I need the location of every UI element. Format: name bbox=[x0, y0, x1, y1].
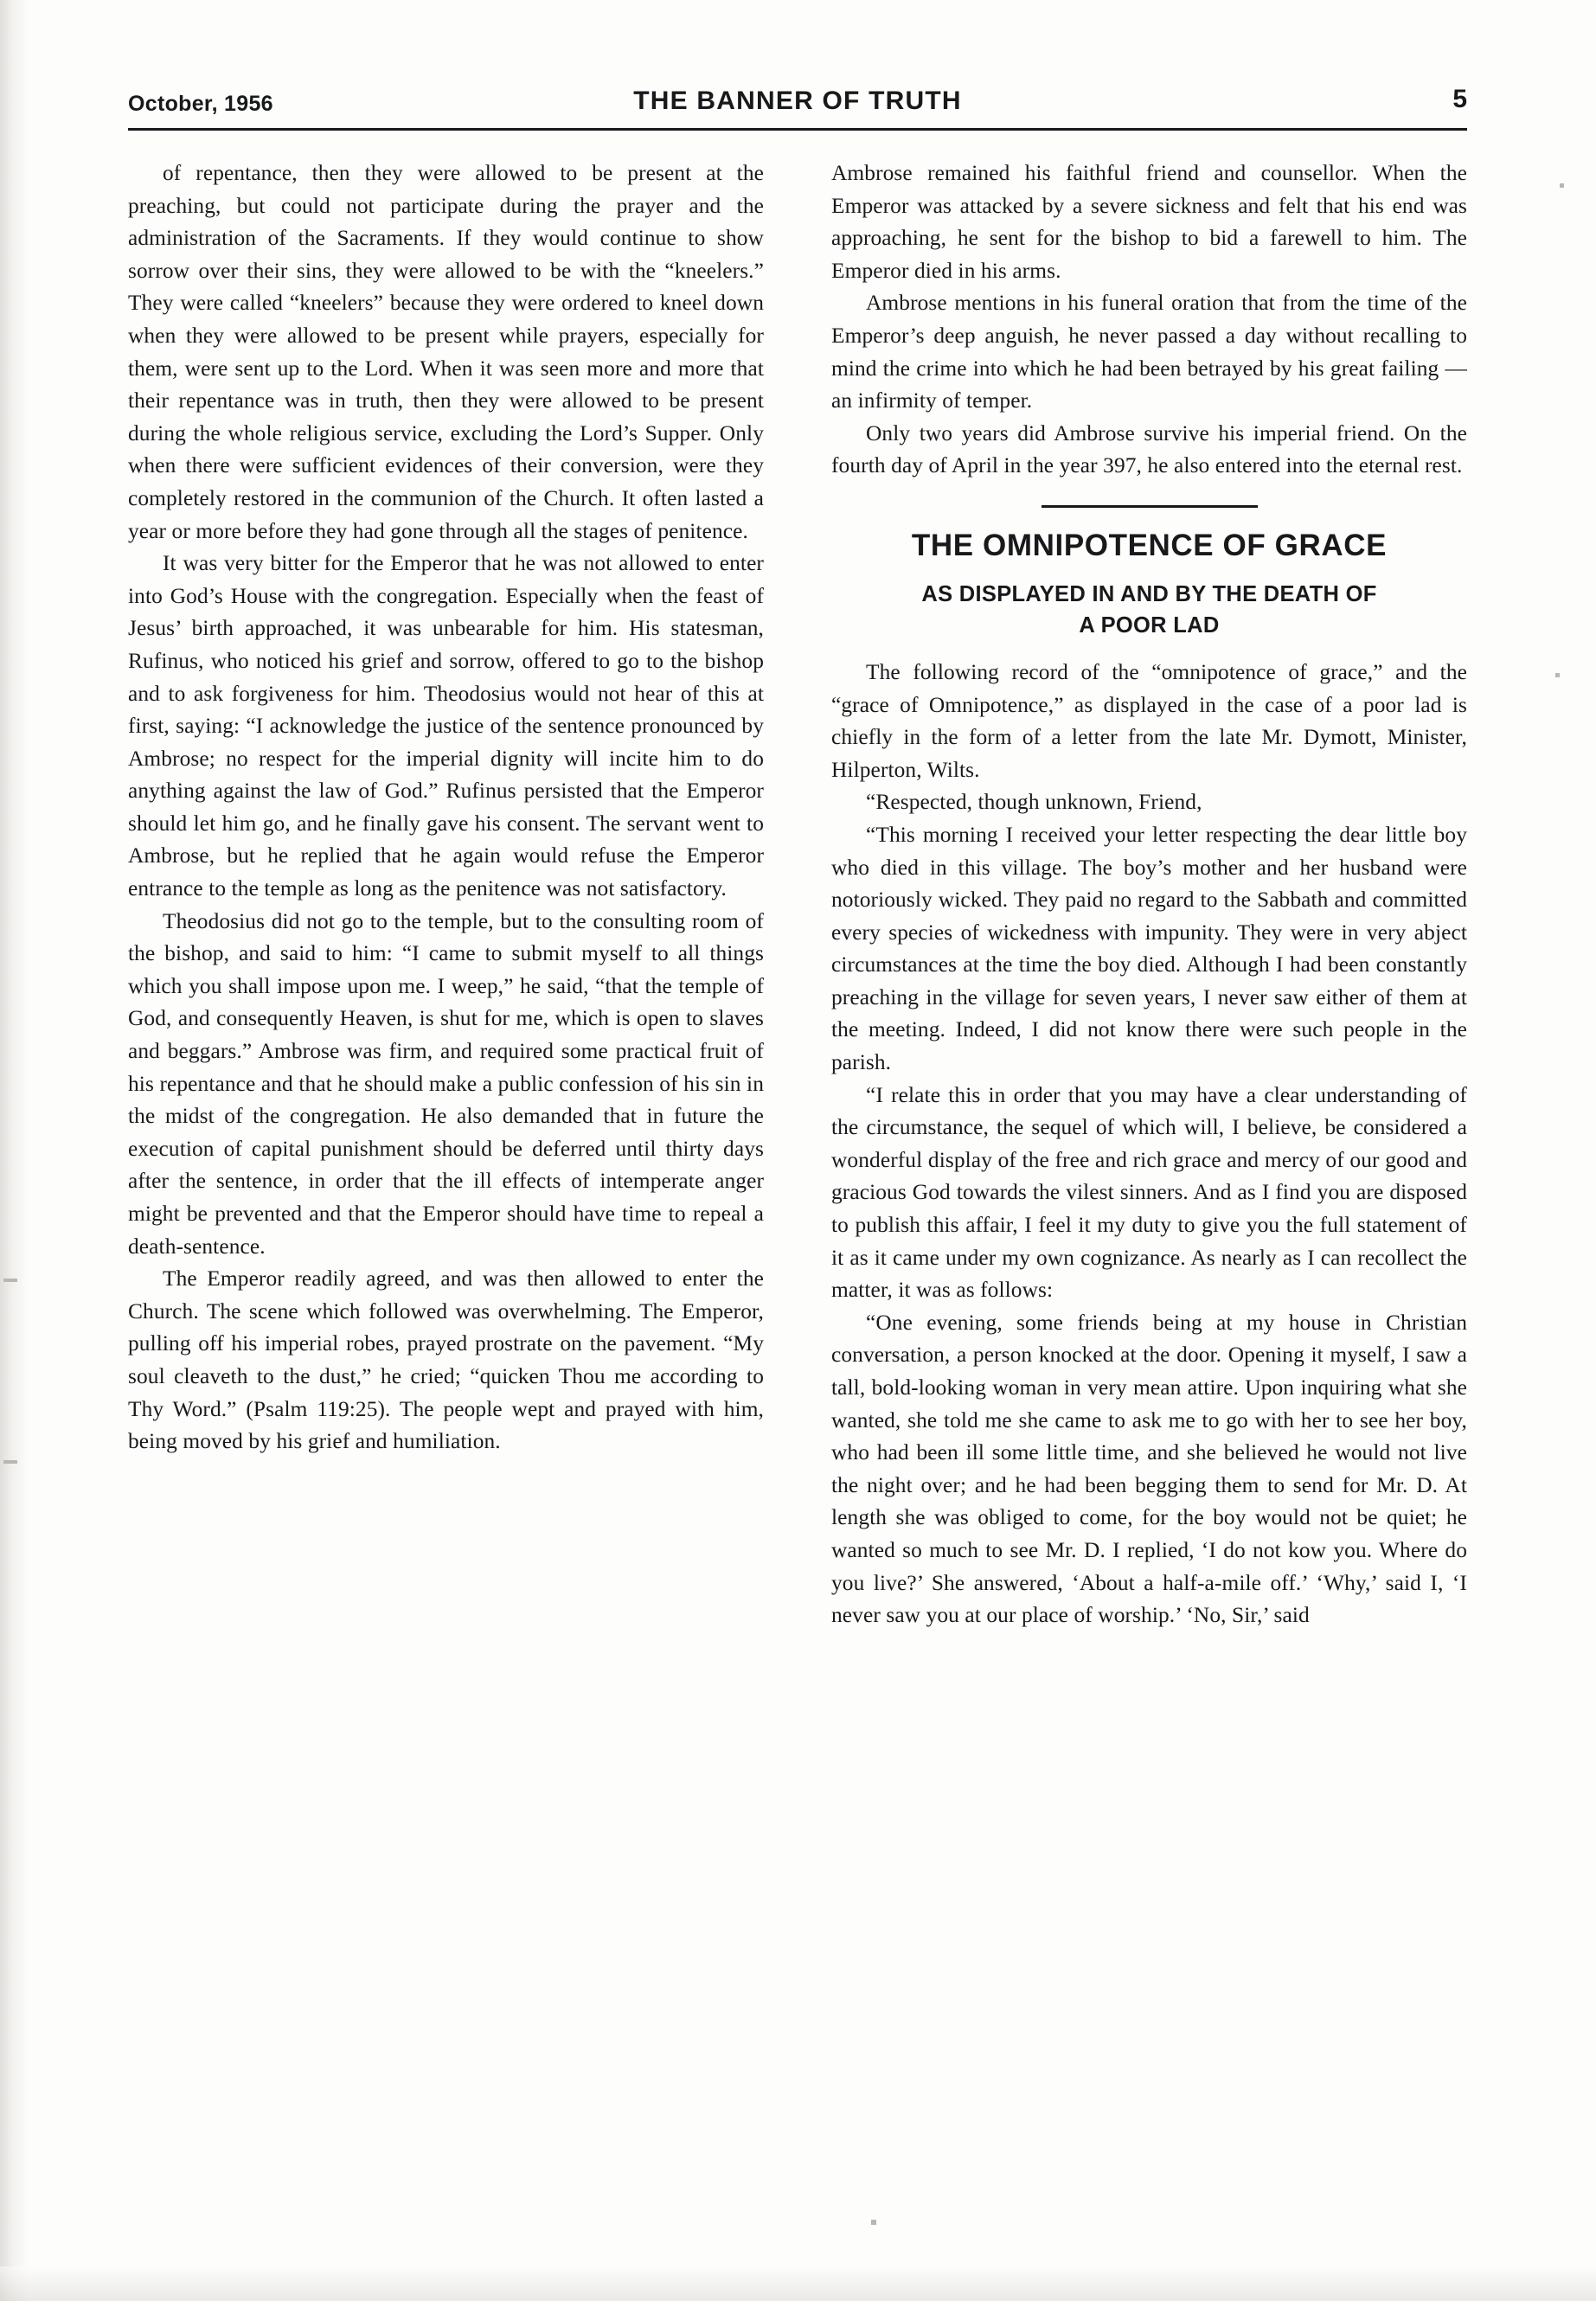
body-columns bbox=[128, 157, 1467, 1632]
paragraph: Ambrose remained his faithful friend and counsellor. When the Emperor was attacked by a severe sickness and felt that his end was approaching, he sent for the bishop to bid a farewell to him. The Emperor died in his arms. bbox=[831, 161, 1467, 283]
paragraph: “Respected, though unknown, Friend, bbox=[866, 790, 1202, 815]
section-subtitle-line-2: A POOR LAD bbox=[1079, 612, 1220, 638]
section-title: THE OMNIPOTENCE OF GRACE bbox=[911, 528, 1388, 562]
right-column bbox=[831, 157, 1467, 1632]
paragraph: Only two years did Ambrose survive his imperial friend. On the fourth day of April in the year 397, he also entered into the eternal rest. bbox=[831, 420, 1467, 478]
page-number: 5 bbox=[1452, 85, 1467, 113]
paragraph: It was very bitter for the Emperor that he was not allowed to enter into God’s House with the congregation. Especially when the feast of Jesus’ birth approached, it was unbearable for him. His statesman, Rufinus, who noticed his grief and sorrow, offered to go to the bishop and to ask forgiveness for him. Theodosius would not hear of this at first, saying: “I acknowledge the justice of the sentence pronounced by Ambrose; no respect for the imperial dignity will incite him to do anything against the law of God.” Rufinus persisted that the Emperor should let him go, and he finally gave his consent. The servant went to Ambrose, but he replied that he again would refuse the Emperor entrance to the temple as long as the penitence was not satisfactory. bbox=[128, 551, 764, 901]
section-divider bbox=[1042, 505, 1258, 508]
paragraph: The Emperor readily agreed, and was then allowed to enter the Church. The scene which followed was overwhelming. The Emperor, pulling off his imperial robes, prayed prostrate on the pavement. “My soul cleaveth to the dust,” he cried; “quicken Thou me according to Thy Word.” (Psalm 119:25). The people wept and prayed with him, being moved by his grief and humiliation. bbox=[128, 1266, 764, 1454]
publication-title: THE BANNER OF TRUTH bbox=[633, 87, 962, 115]
section-subtitle-line-1: AS DISPLAYED IN AND BY THE DEATH OF bbox=[921, 581, 1377, 606]
scan-mark-left-lower bbox=[3, 1460, 17, 1464]
paragraph: Theodosius did not go to the temple, but to the consulting room of the bishop, and said to him: “I came to submit myself to all things which you shall impose upon me. I weep,” he said, “that the temple of God, and consequently Heaven, is shut for me, which is open to slaves and beggars.” Ambrose was firm, and required some practical fruit of his repentance and that he should make a public confession of his sin in the midst of the congregation. He also demanded that in future the execution of capital punishment should be deferred until thirty days after the sentence, in order that the ill effects of intemperate anger might be prevented and that the Emperor should have time to repeal a death-sentence. bbox=[128, 908, 764, 1259]
page-edge-shadow bbox=[0, 0, 29, 2301]
header-rule bbox=[128, 128, 1467, 131]
left-column bbox=[128, 157, 764, 1632]
scan-mark-right-upper bbox=[1560, 183, 1564, 188]
page-content bbox=[128, 83, 1467, 1632]
paragraph: of repentance, then they were allowed to be present at the preaching, but could not participate during the prayer and the administration of the Sacraments. If they would continue to show sorrow over their sins, they were allowed to be with the “kneelers.” They were called “kneelers” because they were ordered to kneel down when they were allowed to be present while prayers, especially for them, were sent up to the Lord. When it was seen more and more that their repentance was in truth, then they were allowed to be present during the whole religious service, excluding the Lord’s Supper. Only when there were sufficient evidences of their conversion, were they completely restored in the communion of the Church. It often lasted a year or more before they had gone through all the stages of penitence. bbox=[128, 161, 764, 543]
page-bottom-shadow bbox=[0, 2266, 1596, 2301]
paragraph: “I relate this in order that you may have a clear understanding of the circumstance, the sequel of which will, I believe, be considered a wonderful display of the free and rich grace and mercy of our good and gracious God towards the vilest sinners. And as I find you are disposed to publish this affair, I feel it my duty to give you the full statement of it as it came under my own cognizance. As nearly as I can recollect the matter, it was as follows: bbox=[831, 1082, 1467, 1303]
paragraph: Ambrose mentions in his funeral oration that from the time of the Emperor’s deep anguish, he never passed a day without recalling to mind the crime into which he had been betrayed by his great failing — an infirmity of temper. bbox=[831, 291, 1467, 413]
section-subtitle bbox=[831, 579, 1467, 641]
paragraph: “This morning I received your letter respecting the dear little boy who died in this village. The boy’s mother and her husband were notoriously wicked. They paid no regard to the Sabbath and committed every species of wickedness with impunity. They were in very abject circumstances at the time the boy died. Although I had been constantly preaching in the village for seven years, I never saw either of them at the meeting. Indeed, I did not know there were such people in the parish. bbox=[831, 822, 1467, 1075]
scan-mark-bottom-center bbox=[871, 2220, 876, 2225]
paragraph: The following record of the “omnipotence of grace,” and the “grace of Omnipotence,” as displayed in the case of a poor lad is chiefly in the form of a letter from the late Mr. Dymott, Minister, Hilperton, Wilts. bbox=[831, 659, 1467, 782]
page-header bbox=[128, 83, 1467, 131]
scan-mark-left-upper bbox=[3, 1279, 17, 1282]
paragraph: “One evening, some friends being at my house in Christian conversation, a person knocked at the door. Opening it myself, I saw a tall, bold-looking woman in very mean attire. Upon inquiring what she wanted, she told me she came to ask me to go with her to see her boy, who had been ill some little time, and she believed he would not live the night over; and he had been begging them to send for Mr. D. At length she was obliged to come, for the boy would not be quiet; he wanted so much to see Mr. D. I replied, ‘I do not kow you. Where do you live?’ She answered, ‘About a half-a-mile off.’ ‘Why,’ said I, ‘I never saw you at our place of worship.’ ‘No, Sir,’ said bbox=[831, 1310, 1467, 1628]
issue-date: October, 1956 bbox=[128, 92, 273, 116]
scan-mark-right-lower bbox=[1555, 673, 1560, 677]
